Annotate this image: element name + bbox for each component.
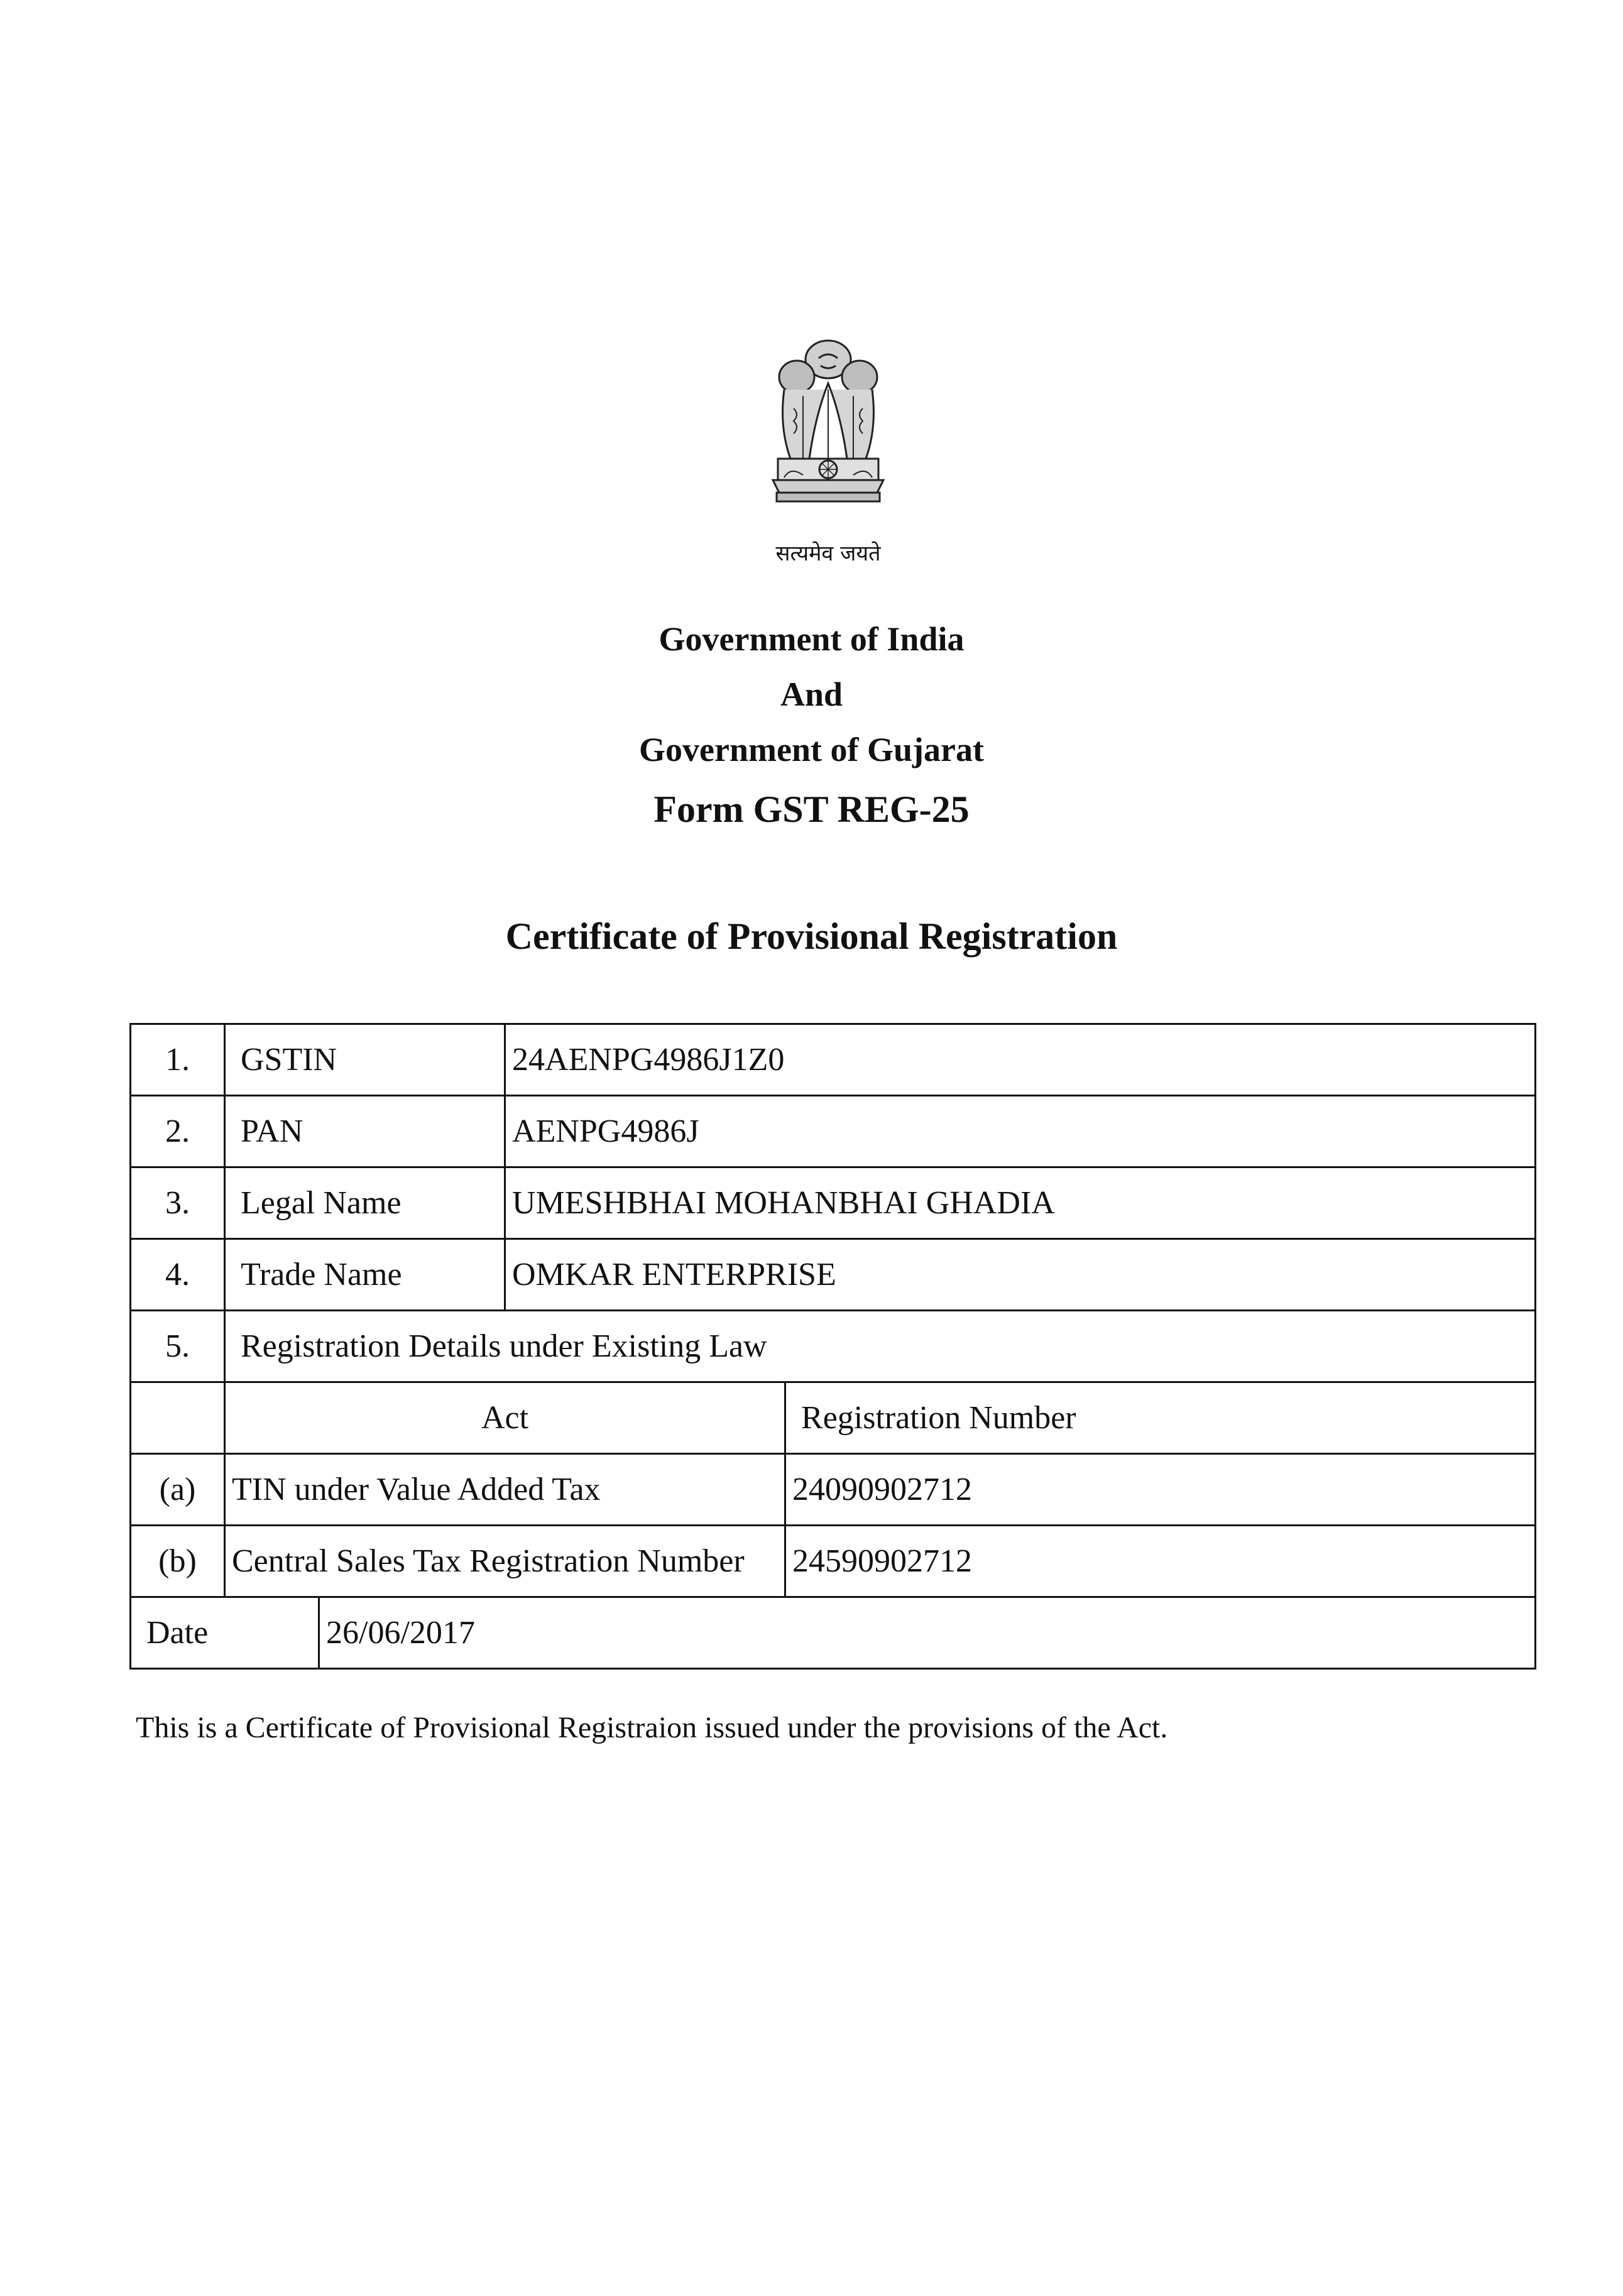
row-label: PAN — [225, 1096, 505, 1167]
row-number: 4. — [131, 1239, 225, 1311]
footer-note: This is a Certificate of Provisional Registraion issued under the provisions of the Act. — [136, 1711, 1168, 1744]
row-value: 24AENPG4986J1Z0 — [505, 1024, 1536, 1096]
row-number: 5. — [131, 1311, 225, 1382]
row-number: (a) — [131, 1454, 225, 1526]
row-number: 1. — [131, 1024, 225, 1096]
row-label: Trade Name — [225, 1239, 505, 1311]
lion-capital-icon — [759, 333, 897, 540]
row-value: UMESHBHAI MOHANBHAI GHADIA — [505, 1167, 1536, 1239]
column-header-act: Act — [225, 1382, 785, 1454]
table-row — [131, 1382, 1536, 1454]
table-row — [131, 1526, 1536, 1597]
table-row — [131, 1597, 1536, 1669]
national-emblem — [759, 333, 897, 540]
registration-number: 24090902712 — [785, 1454, 1536, 1526]
column-header-registration-number: Registration Number — [785, 1382, 1536, 1454]
empty-cell — [131, 1382, 225, 1454]
header-line-1: Government of India — [658, 620, 965, 658]
table-row — [131, 1311, 1536, 1382]
registration-heading: Registration Details under Existing Law — [225, 1311, 1536, 1382]
header-line-2: And — [780, 675, 843, 713]
row-number: 3. — [131, 1167, 225, 1239]
row-number: 2. — [131, 1096, 225, 1167]
header-line-3: Government of Gujarat — [639, 731, 984, 768]
certificate-title: Certificate of Provisional Registration — [505, 916, 1118, 957]
date-label: Date — [131, 1597, 319, 1669]
table-row — [131, 1096, 1536, 1167]
act-name: Central Sales Tax Registration Number — [225, 1526, 785, 1597]
emblem-motto: सत्यमेव जयते — [775, 541, 881, 566]
table-row — [131, 1024, 1536, 1096]
date-value: 26/06/2017 — [319, 1597, 1536, 1669]
row-value: AENPG4986J — [505, 1096, 1536, 1167]
form-name: Form GST REG-25 — [653, 789, 970, 830]
table-row — [131, 1239, 1536, 1311]
registration-table — [129, 1023, 1536, 1670]
row-value: OMKAR ENTERPRISE — [505, 1239, 1536, 1311]
row-label: GSTIN — [225, 1024, 505, 1096]
table-row — [131, 1454, 1536, 1526]
registration-number: 24590902712 — [785, 1526, 1536, 1597]
table-row — [131, 1167, 1536, 1239]
row-number: (b) — [131, 1526, 225, 1597]
row-label: Legal Name — [225, 1167, 505, 1239]
act-name: TIN under Value Added Tax — [225, 1454, 785, 1526]
